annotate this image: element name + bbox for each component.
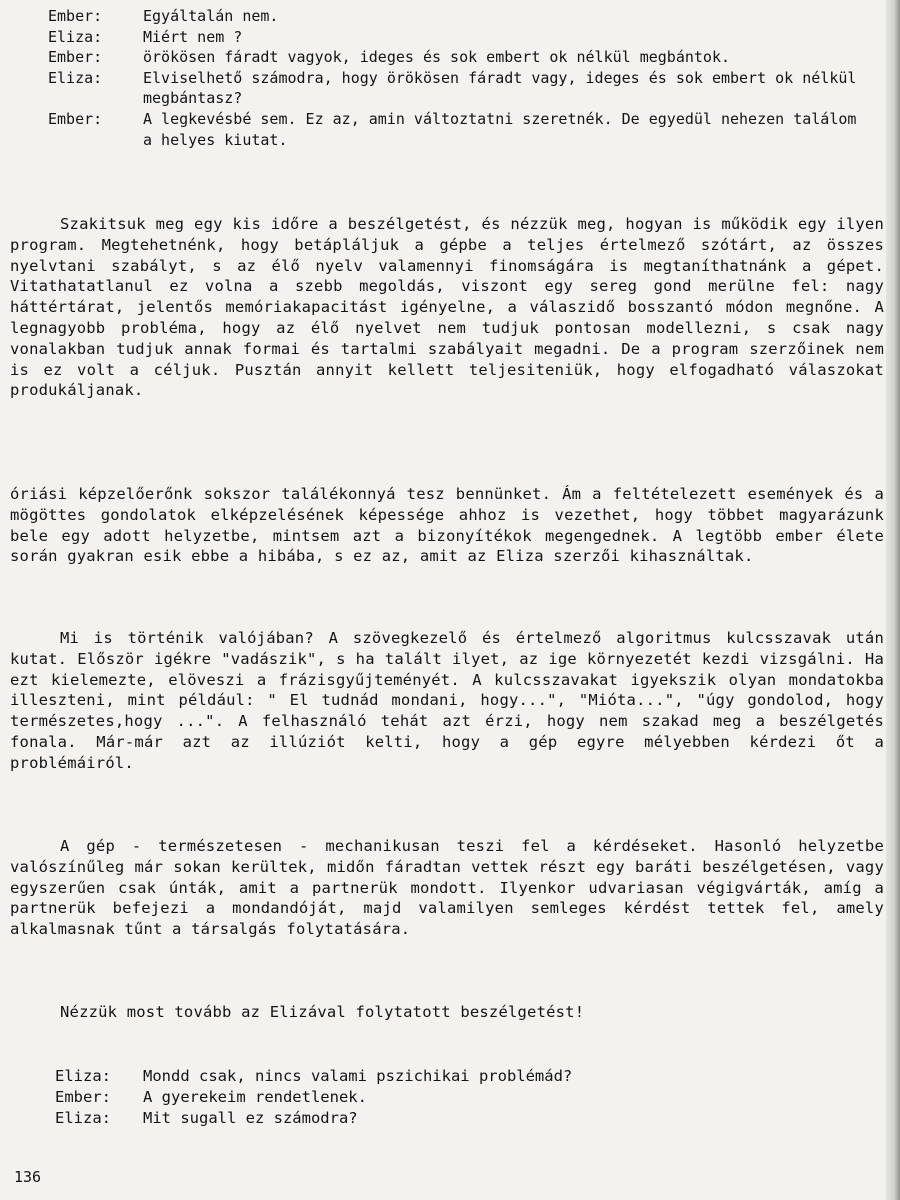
utterance: A gyerekeim rendetlenek. <box>143 1087 367 1106</box>
utterance: Elviselhető számodra, hogy örökösen fáradt vagy, ideges és sok embert ok nélkül megbántasz? <box>143 68 857 108</box>
speaker-label: Eliza: <box>48 27 103 46</box>
speaker-label: Ember: <box>55 1087 111 1106</box>
utterance: Mit sugall ez számodra? <box>143 1108 358 1127</box>
page-edge-shadow <box>886 0 900 1200</box>
dialogue-line <box>0 27 880 48</box>
dialogue-line <box>0 6 880 27</box>
page-number: 136 <box>14 1168 42 1186</box>
utterance: Mondd csak, nincs valami pszichikai problémád? <box>143 1067 573 1085</box>
paragraph: Mi is történik valójában? A szövegkezelő és értelmező algoritmus kulcsszavak után kutat. Először igékre "vadászik", s ha talált ilyet, az ige környezetét kezdi vizsgálni. Ha ezt kielemezte, elöveszi a frázisgyűjteményét. A kulcsszavakat igyekszik olyan mondatokba illeszteni, mint például: " El tudnád mondani, hogy...", "Mióta...", "úgy gondolod, hogy természetes,hogy ...". A felhasználó tehát azt érzi, hogy nem szakad meg a beszélgetés fonala. Már-már azt az illúziót kelti, hogy a gép egyre mélyebben kérdezi őt a problémáiról. <box>10 629 884 772</box>
paragraph: A gép - természetesen - mechanikusan teszi fel a kérdéseket. Hasonló helyzetbe valószínűleg már sokan kerültek, midőn fáradtan vettek részt egy baráti beszélgetésen, vagy egyszerűen csak únták, amit a partnerük mondott. Ilyenkor udvariasan végigvárták, amíg a partnerük befejezi a mondandóját, majd valamilyen semleges kérdést tettek fel, amely alkalmasnak tűnt a társalgás folytatására. <box>10 837 884 939</box>
dialogue-bottom <box>0 1066 880 1128</box>
utterance: Miért nem ? <box>143 27 243 46</box>
dialogue-line <box>0 1066 880 1087</box>
utterance: Egyáltalán nem. <box>143 7 279 25</box>
paragraph: Nézzük most tovább az Elizával folytatott beszélgetést! <box>60 1003 585 1021</box>
dialogue-line <box>0 68 880 109</box>
utterance: A legkevésbé sem. Ez az, amin változtatni szeretnék. De egyedül nehezen találom a helyes kiutat. <box>143 109 857 149</box>
speaker-label: Eliza: <box>48 68 103 87</box>
speaker-label: Eliza: <box>55 1067 111 1085</box>
speaker-label: Ember: <box>48 109 103 128</box>
paragraph: Szakitsuk meg egy kis időre a beszélgetést, és nézzük meg, hogyan is működik egy ilyen program. Megtehetnénk, hogy betápláljuk a gépbe a teljes értelmező szótárt, az összes nyelvtani szabályt, s az élő nyelv valamennyi finomságára is megtaníthatnánk a gépet. Vitathatatlanul ez volna a szebb megoldás, viszont egy sereg gond merülne fel: nagy háttértárat, jelentős memóriakapacitást igényelne, a válaszidő bosszantó módon megnőne. A legnagyobb probléma, hogy az élő nyelvet nem tudjuk pontosan modellezni, s csak nagy vonalakban tudjuk annak formai és tartalmi szabályait megadni. De a program szerzőinek nem is ez volt a céljuk. Pusztán annyit kellett teljesiteniük, hogy elfogadható válaszokat produkáljanak. <box>10 215 884 400</box>
speaker-label: Ember: <box>48 48 103 67</box>
dialogue-top <box>0 6 880 150</box>
paragraph: óriási képzelőerőnk sokszor találékonnyá tesz bennünket. Ám a feltételezett események és a mögöttes gondolatok elképzelésének képessége ahhoz is vezethet, hogy többet magyarázunk bele egy adott helyzetbe, mintsem azt a bizonyítékok megengednek. A legtöbb ember élete során gyakran esik ebbe a hibába, s ez az, amit az Eliza szerzői kihasználtak. <box>10 485 884 566</box>
utterance: örökösen fáradt vagyok, ideges és sok embert ok nélkül megbántok. <box>143 48 730 67</box>
dialogue-line <box>0 47 880 68</box>
speaker-label: Ember: <box>48 7 103 25</box>
dialogue-line <box>0 1108 880 1129</box>
dialogue-line <box>0 1087 880 1108</box>
speaker-label: Eliza: <box>55 1108 111 1127</box>
dialogue-line <box>0 109 880 150</box>
